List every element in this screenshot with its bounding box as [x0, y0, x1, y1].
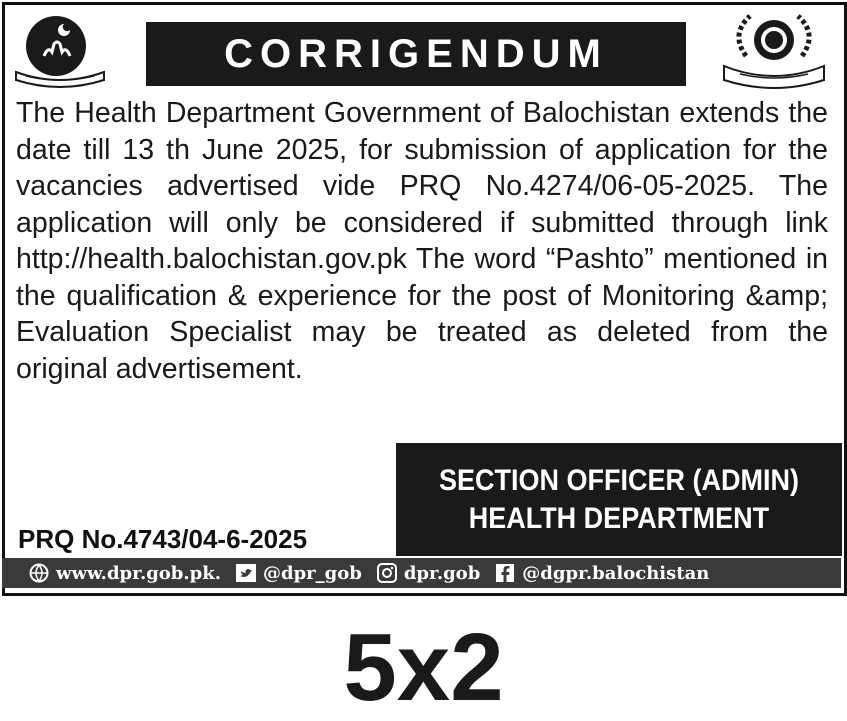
facebook-text: @dgpr.balochistan — [522, 562, 710, 584]
page-title: CORRIGENDUM — [224, 31, 608, 76]
twitter-icon — [235, 563, 257, 583]
dgpr-emblem-icon — [716, 8, 832, 90]
ad-size-label: 5x2 — [343, 614, 504, 721]
twitter-text: @dpr_gob — [262, 562, 362, 584]
signature-line-1: SECTION OFFICER (ADMIN) — [438, 463, 799, 497]
notice-body: The Health Department Government of Balochistan extends the date till 13 th June 2025, for submission of application for the vacancies advertised vide PRQ No.4274/06-05-2025. The application will only be considered if submitted through link http://health.balochistan.gov.pk The word “Pashto” mentioned in the qualification & experience for the post of Monitoring &amp; Evaluation Specialist may be treated as deleted from the original advertisement. — [16, 97, 828, 385]
globe-icon — [28, 563, 50, 583]
footer-instagram — [376, 563, 480, 584]
signature-block — [396, 443, 842, 556]
balochistan-emblem-icon — [10, 10, 110, 90]
facebook-icon — [494, 563, 516, 583]
footer-website — [28, 563, 221, 584]
title-banner — [146, 22, 686, 86]
footer-twitter — [235, 563, 362, 584]
website-text: www.dpr.gob.pk. — [56, 562, 221, 584]
footer-bar — [2, 558, 841, 588]
instagram-text: dpr.gob — [403, 562, 481, 584]
footer-facebook — [494, 563, 709, 584]
instagram-icon — [376, 563, 398, 583]
signature-line-2: HEALTH DEPARTMENT — [468, 501, 770, 535]
prq-number: PRQ No.4743/04-6-2025 — [18, 524, 308, 554]
